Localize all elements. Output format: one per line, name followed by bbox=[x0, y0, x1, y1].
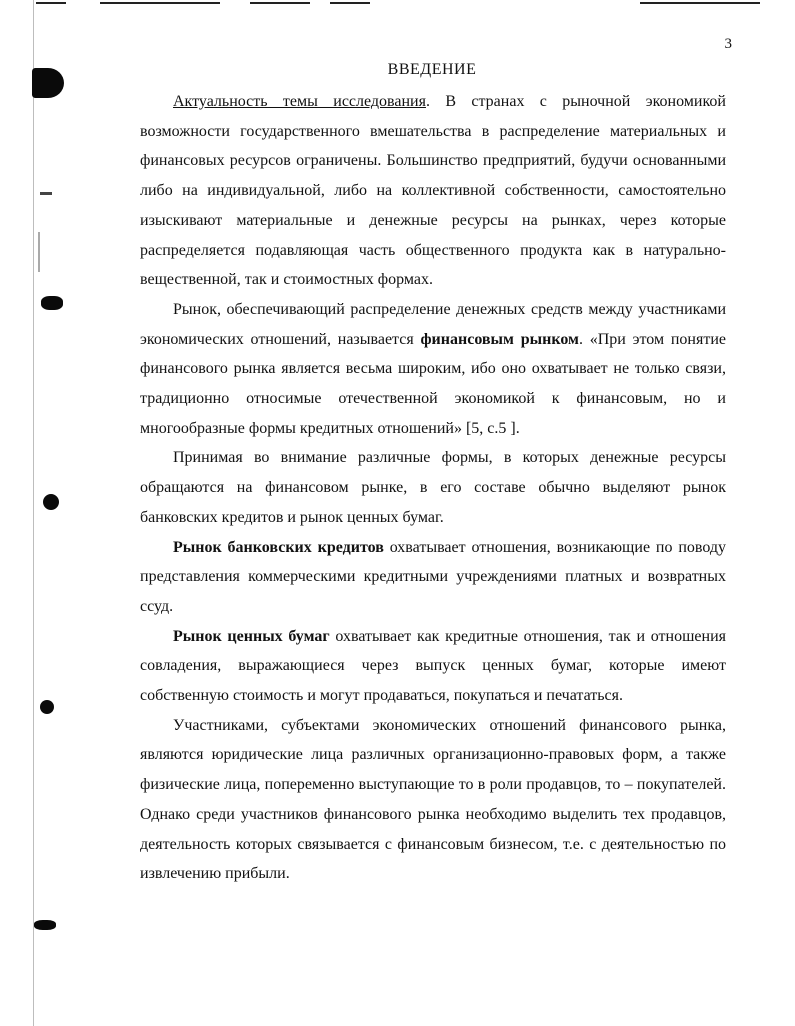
paragraph-text: охватывает как кредитные отношения, так и отношения совладения, выражающиеся через выпуск ценных бумаг, которые имеют собственную стоимость и могут продаваться, покупаться и печататься. bbox=[140, 627, 727, 705]
paragraph bbox=[140, 622, 726, 711]
scan-top-line bbox=[100, 2, 220, 4]
document-body bbox=[140, 87, 726, 889]
bold-term: Рынок ценных бумаг bbox=[173, 627, 330, 645]
scan-top-line bbox=[330, 2, 370, 4]
paragraph-text: Принимая во внимание различные формы, в которых денежные ресурсы обращаются на финансовом рынке, в его составе обычно выделяют рынок банковских кредитов и рынок ценных бумаг. bbox=[140, 449, 726, 526]
scan-top-line bbox=[250, 2, 310, 4]
hole-punch-mark bbox=[43, 494, 59, 510]
paragraph-text: . «При этом понятие финансового рынка является весьма широким, ибо оно охватывает не только связи, традиционно относимые отечественной экономикой к финансовым, но и многообразные формы кредитных отношений» [5, с.5 ]. bbox=[140, 330, 727, 437]
paragraph-text: Участниками, субъектами экономических отношений финансового рынка, являются юридические лица различных организационно-правовых форм, а также физические лица, попеременно выступающие то в роли продавцов, то – покупателей. Однако среди участников финансового рынка необходимо выделить тех продавцов, деятельность которых связывается с финансовым бизнесом, т.е. с деятельностью по извлечению прибыли. bbox=[140, 716, 726, 883]
hole-punch-mark bbox=[34, 920, 56, 930]
scan-tick-mark bbox=[40, 192, 52, 195]
paragraph bbox=[140, 295, 726, 444]
paragraph bbox=[140, 87, 726, 295]
hole-punch-mark bbox=[40, 700, 54, 714]
paragraph bbox=[140, 443, 726, 532]
paragraph bbox=[140, 711, 726, 889]
scan-left-edge-line bbox=[33, 0, 34, 1026]
bold-term: Рынок банковских кредитов bbox=[173, 538, 384, 556]
page-number: 3 bbox=[724, 36, 732, 52]
hole-punch-mark bbox=[41, 296, 63, 310]
hole-punch-mark bbox=[32, 68, 64, 98]
underlined-lead-text: Актуальность темы исследования bbox=[173, 93, 426, 110]
bold-term: финансовым рынком bbox=[420, 330, 579, 348]
page-title: ВВЕДЕНИЕ bbox=[387, 61, 477, 78]
scan-tick-mark bbox=[38, 232, 40, 272]
paragraph-text: . В странах с рыночной экономикой возможности государственного вмешательства в распределение материальных и финансовых ресурсов ограничены. Большинство предприятий, будучи основанными либо на индивидуальной, либо на коллективной собственности, самостоятельно изыскивают материальные и денежные ресурсы на рынках, через которые распределяется подавляющая часть общественного продукта как в натурально-вещественной, так и стоимостных формах. bbox=[140, 93, 726, 289]
paragraph-text: Рынок, обеспечивающий распределение денежных средств между участниками экономических отношений, называется bbox=[140, 300, 726, 348]
paragraph bbox=[140, 533, 726, 622]
scan-top-line bbox=[640, 2, 760, 4]
scan-top-line bbox=[36, 2, 66, 4]
paragraph-text: охватывает отношения, возникающие по поводу представления коммерческими кредитными учреждениями платных и возвратных ссуд. bbox=[140, 538, 727, 615]
